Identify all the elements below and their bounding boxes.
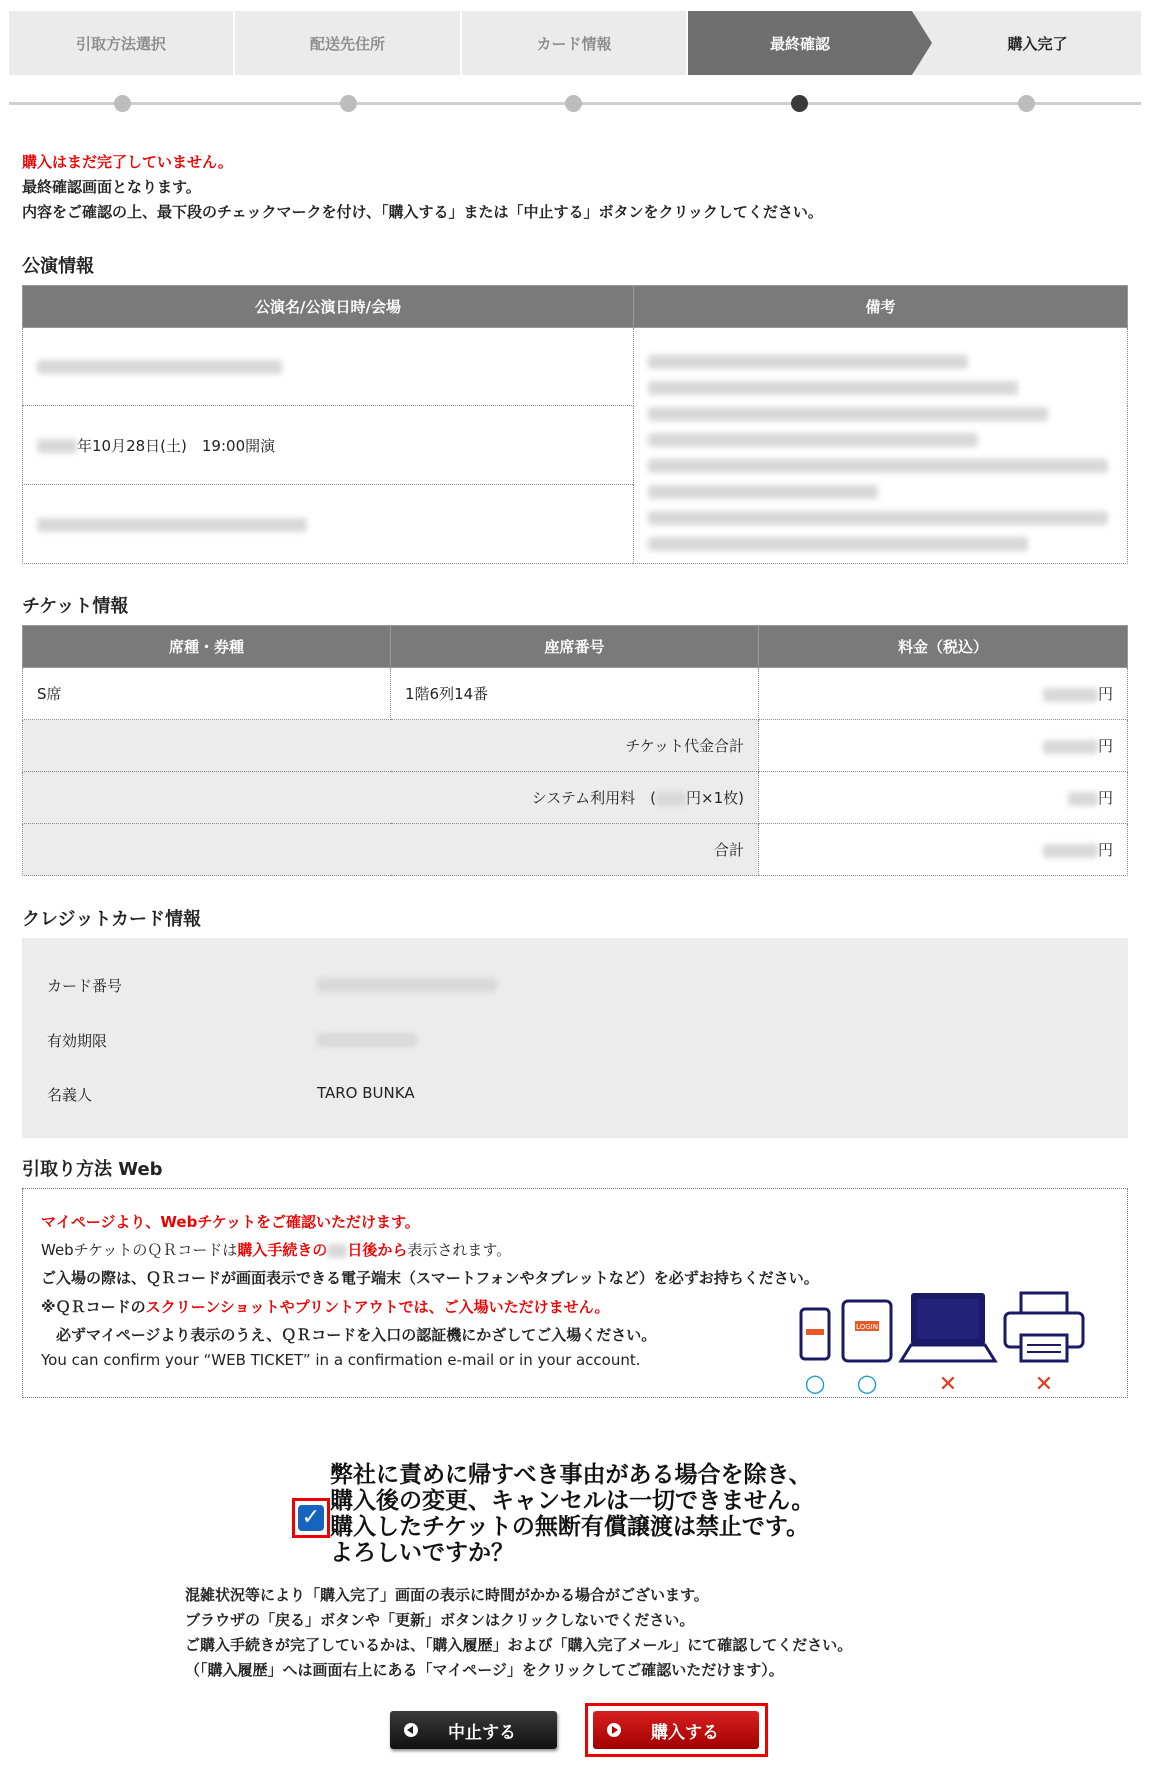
seat-number: 1階6列14番	[391, 668, 759, 720]
remarks-text	[648, 348, 1113, 556]
pickup-line: マイページより、Webチケットをご確認いただけます。	[41, 1213, 420, 1231]
performance-date: 年10月28日(土) 19:00開演	[23, 406, 634, 485]
subtotal-value: 円	[759, 720, 1128, 772]
col-seat-number: 座席番号	[391, 626, 759, 668]
performance-venue	[23, 485, 634, 564]
ng-mark: ✕	[1034, 1372, 1054, 1397]
card-holder-value: TARO BUNKA	[317, 1084, 415, 1102]
progress-dot	[114, 95, 131, 112]
step-bar	[9, 11, 1141, 75]
pickup-line: ご入場の際は、ＱＲコードが画面表示できる電子端末（スマートフォンやタブレットなど）を必ずお持ちください。	[41, 1269, 819, 1287]
cancel-button[interactable]: 中止する	[390, 1711, 557, 1749]
card-expiry-label: 有効期限	[47, 1032, 108, 1050]
system-fee-value: 円	[759, 772, 1128, 824]
col-price: 料金（税込）	[759, 626, 1128, 668]
svg-text:LOGIN: LOGIN	[856, 1323, 878, 1331]
seat-type: S席	[23, 668, 391, 720]
step-card-info: カード情報	[462, 11, 686, 75]
card-number-value	[317, 975, 497, 993]
step-complete: 購入完了	[914, 11, 1141, 75]
notice-line: 内容をご確認の上、最下段のチェックマークを付け、「購入する」または「中止する」ボタンをクリックしてください。	[22, 203, 823, 221]
pickup-line: ※ＱＲコードのスクリーンショットやプリントアウトでは、ご入場いただけません。	[41, 1298, 610, 1316]
progress-dot	[340, 95, 357, 112]
step-pickup-method: 引取方法選択	[9, 11, 233, 75]
notice-text	[22, 150, 823, 225]
laptop-icon	[901, 1293, 995, 1361]
performance-table	[22, 285, 1128, 564]
total-label: 合計	[23, 824, 759, 876]
ticket-table	[22, 625, 1128, 876]
card-number-label: カード番号	[47, 977, 123, 995]
total-value: 円	[759, 824, 1128, 876]
step-final-confirm: 最終確認	[688, 11, 912, 75]
ticket-section-title: チケット情報	[22, 596, 129, 617]
pickup-line: WebチケットのＱＲコードは購入手続きの 日後から表示されます。	[41, 1241, 512, 1259]
remarks-cell	[634, 328, 1128, 564]
agree-text: 弊社に責めに帰すべき事由がある場合を除き、 購入後の変更、キャンセルは一切できません。 購入したチケットの無断有償譲渡は禁止です。 よろしいですか？	[330, 1462, 815, 1566]
subtotal-label: チケット代金合計	[23, 720, 759, 772]
performance-name	[23, 328, 634, 406]
ok-mark: ○	[856, 1369, 878, 1397]
buy-button[interactable]: 購入する	[593, 1711, 759, 1749]
notice-warning: 購入はまだ完了していません。	[22, 153, 233, 171]
system-fee-label: システム利用料 ( 円×1枚)	[23, 772, 759, 824]
back-arrow-icon	[404, 1723, 418, 1737]
seat-price: 円	[759, 668, 1128, 720]
pickup-line: You can confirm your “WEB TICKET” in a confirmation e-mail or in your account.	[41, 1351, 641, 1369]
notice-line: 最終確認画面となります。	[22, 178, 201, 196]
performance-section-title: 公演情報	[22, 256, 94, 277]
tablet-icon	[843, 1301, 891, 1361]
col-remarks: 備考	[634, 286, 1128, 328]
device-icons	[793, 1289, 1113, 1397]
progress-dot	[565, 95, 582, 112]
processing-info: 混雑状況等により「購入完了」画面の表示に時間がかかる場合がございます。 ブラウザの「戻る」ボタンや「更新」ボタンはクリックしないでください。 ご購入手続きが完了しているかは、「購入履歴」および「購入完了メール」にて確認してください。 （「購入履歴」へは画面右上にある「マイページ」をクリックしてご確認いただけます）。	[185, 1586, 853, 1679]
card-info-box	[22, 938, 1128, 1138]
col-performance: 公演名/公演日時/会場	[23, 286, 634, 328]
card-expiry-value	[317, 1030, 417, 1048]
card-section-title: クレジットカード情報	[22, 909, 202, 930]
progress-dot	[1018, 95, 1035, 112]
forward-arrow-icon	[607, 1723, 621, 1737]
printer-icon	[1005, 1293, 1083, 1361]
ok-mark: ○	[804, 1369, 826, 1397]
pickup-section-title: 引取り方法 Web	[22, 1159, 163, 1180]
card-holder-label: 名義人	[47, 1086, 93, 1104]
smartphone-icon	[801, 1309, 829, 1359]
col-seat-type: 席種・券種	[23, 626, 391, 668]
pickup-info-box	[22, 1188, 1128, 1398]
agree-checkbox[interactable]: ✓	[298, 1505, 324, 1531]
pickup-line: 必ずマイページより表示のうえ、ＱＲコードを入口の認証機にかざしてご入場ください。	[41, 1326, 657, 1344]
agree-checkbox-highlight[interactable]	[292, 1498, 330, 1538]
ng-mark: ✕	[938, 1372, 958, 1397]
progress-dot-current	[791, 95, 808, 112]
step-delivery-address: 配送先住所	[235, 11, 460, 75]
